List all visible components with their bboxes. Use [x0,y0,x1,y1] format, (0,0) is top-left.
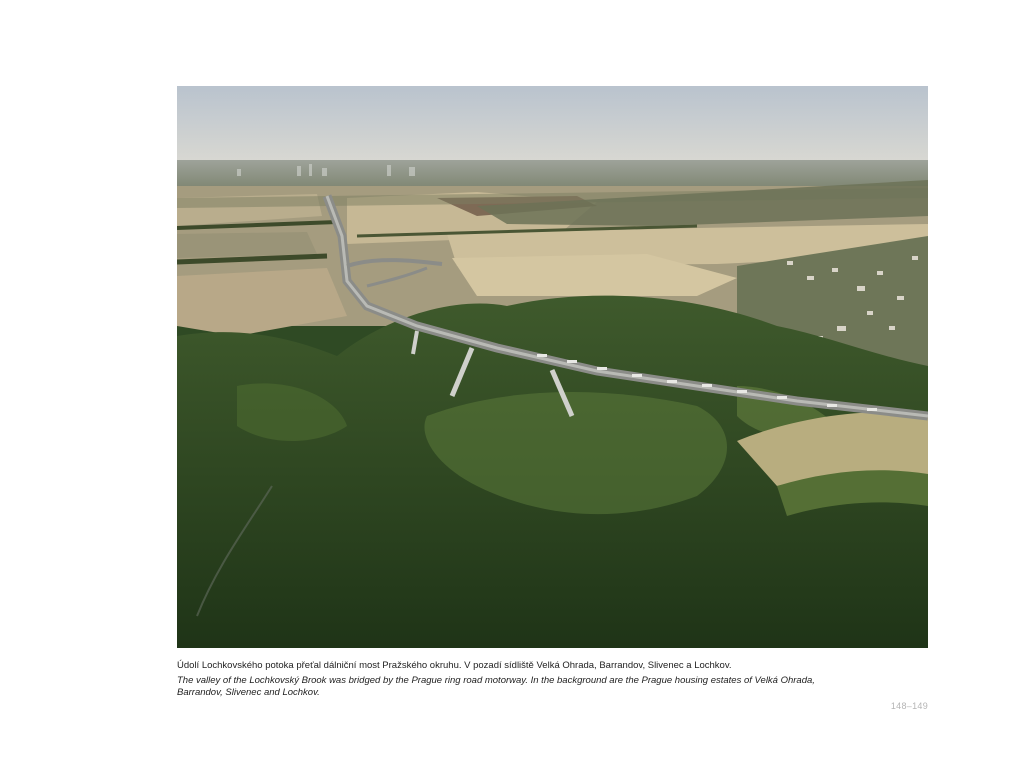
page-numbers: 148–149 [890,701,928,711]
aerial-photo-illustration [177,86,928,648]
aerial-photo [177,86,928,648]
caption-czech: Údolí Lochkovského potoka přeťal dálniční most Pražského okruhu. V pozadí sídliště Velká Ohrada, Barrandov, Slivenec a Lochkov. [177,660,732,671]
caption-english: The valley of the Lochkovský Brook was bridged by the Prague ring road motorway. In the background are the Prague housing estates of Velká Ohrada, Barrandov, Slivenec and Lochkov. [177,675,815,698]
